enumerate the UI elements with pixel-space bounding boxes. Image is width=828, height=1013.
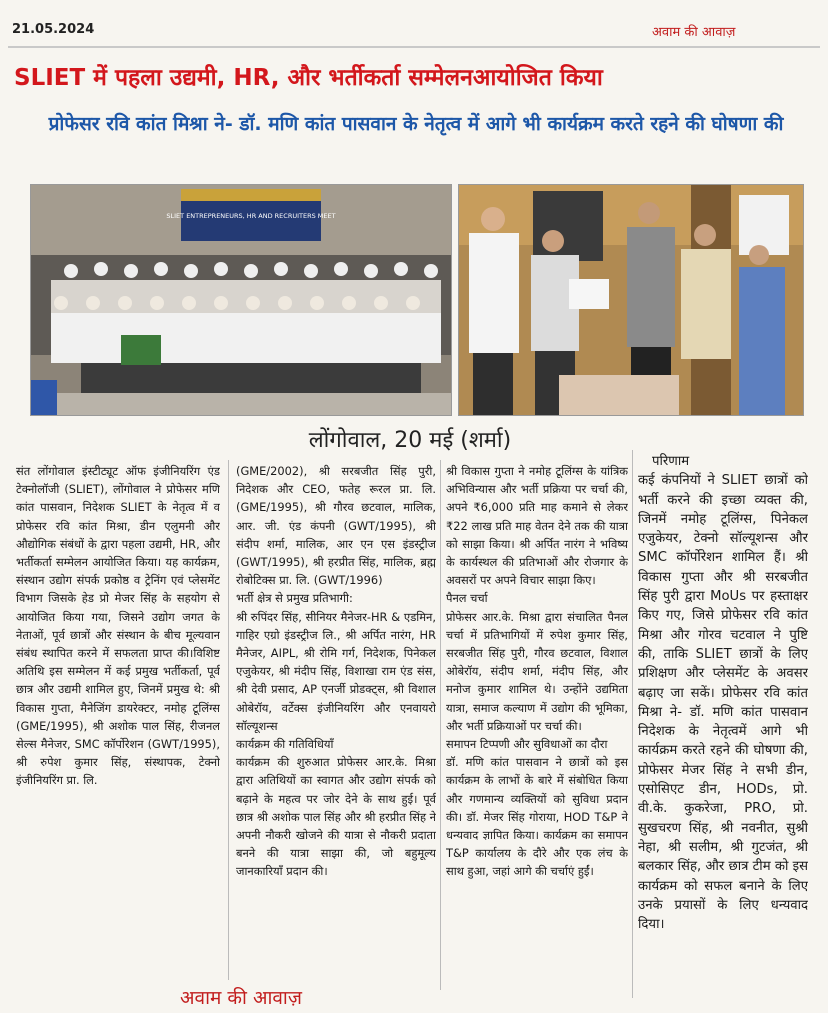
column-1-text: संत लोंगोवाल इंस्टीट्यूट ऑफ इंजीनियरिंग एंड टेक्नोलॉजी (SLIET), लोंगोवाल ने प्रोफेसर मणि कांत पासवान, निदेशक SLIET के नेतृत्व में व प्रोफेसर रवि कांत मिश्रा, डीन एलुमनी और औद्योगिक संबंधों के द्वारा पहला उद्यमी, HR, और भर्तीकर्ता सम्मेलन आयोजित किया। यह कार्यक्रम, संस्थान उद्योग संपर्क प्रकोष्ठ व ट्रेनिंग एवं प्लेसमेंट विभाग जिसके हेड प्रो मेजर सिंह के सहयोग से आयोजित किया गया, जिसने उद्योग जगत के नेताओं, पूर्व छात्रों और संस्थान के बीच मूल्यवान संबंध स्थापित करने में सफलता प्राप्त की।विशिष्ट अतिथि इस सम्मेलन में कई प्रमुख भर्तीकर्ता, पूर्व छात्र और उद्यमी शामिल हुए, जिनमें प्रमुख थे: श्री विकास गुप्ता, मैनेजिंग डायरेक्टर, नमोह टूलिंग्स (GME/1995), श्री अशोक पाल सिंह, रीजनल सेल्स मैनेजर, SMC कॉर्पोरेशन (GWT/1995), श्री रुपेश कुमार सिंह, संस्थापक, टेक्नो इंजीनियरिंग प्रा. लि. [16, 464, 220, 788]
column-3-text-c: डॉ. मणि कांत पासवान ने छात्रों को इस कार्यक्रम के लाभों के बारे में संबोधित किया और गणमान्य व्यक्तियों को सुविधा प्रदान की। डॉ. मेजर सिंह गोराया, HOD T&P ने धन्यवाद ज्ञापित किया। कार्यक्रम का समापन T&P कार्यालय के दौरे और एक लंच के साथ हुआ, जहां आगे की चर्चाएं हुईं। [446, 755, 628, 879]
column-2-text-a: (GME/2002), श्री सरबजीत सिंह पुरी, निदेशक और CEO, फतेह रूरल प्रा. लि. (GME/1995), श्री गौरव छटवाल, मालिक, आर. जी. एंड कंपनी (GWT/1995), श्री संदीप शर्मा, मालिक, आर एन एस इंडस्ट्रीज (GWT/1995), श्री हरप्रीत सिंह, मालिक, ब्रह्म रोबोटिक्स प्रा. लि. (GWT/1996) [236, 464, 436, 588]
group-photo [30, 184, 452, 416]
paper-name-header: अवाम की आवाज़ [652, 25, 736, 40]
article-column-2 [236, 462, 436, 952]
column-divider [632, 450, 633, 998]
column-3-subheading-panel: पैनल चर्चा [446, 591, 488, 606]
mou-photo [458, 184, 804, 416]
group-photo-illustration [31, 185, 451, 415]
column-2-text-b: श्री रुपिंदर सिंह, सीनियर मैनेजर-HR & एडमिन, गाहिर एग्रो इंडस्ट्रीज लि., श्री अर्पित नारंग, HR मैनेजर, AIPL, श्री रोमि गर्ग, निदेशक, पिनेकल एजुकेयर, श्री मंदीप सिंह, विशाखा राम एंड संस, श्री देवी प्रसाद, AP एनर्जी प्रोडक्ट्स, श्री विशाल ओबेरॉय, वर्टेक्स इंजीनियरिंग और एनवायरो सॉल्यूशन्स [236, 609, 436, 733]
column-divider [440, 460, 441, 990]
mou-photo-illustration [459, 185, 803, 415]
issue-date: 21.05.2024 [12, 22, 95, 37]
article-column-4 [638, 452, 808, 1008]
column-3-subheading-closing: समापन टिप्पणी और सुविधाओं का दौरा [446, 737, 608, 752]
column-divider [228, 460, 229, 980]
column-4-subheading-result: परिणाम [652, 454, 690, 469]
dateline: लोंगोवाल, 20 मई (शर्मा) [308, 428, 512, 453]
article-column-1 [16, 462, 220, 982]
column-2-subheading-recruiters: भर्ती क्षेत्र से प्रमुख प्रतिभागी: [236, 591, 353, 606]
column-3-text-a: श्री विकास गुप्ता ने नमोह टूलिंग्स के यांत्रिक अभिविन्यास और भर्ती प्रक्रिया पर चर्चा की, अपने ₹6,000 प्रति माह कमाने से लेकर ₹22 लाख प्रति माह वेतन देने तक की यात्रा को साझा किया। श्री अर्पित नारंग ने भविष्य के कार्यस्थल की प्रतिभाओं और रोजगार के अवसरों पर अपने विचार साझा किए। [446, 464, 628, 588]
paper-name-footer: अवाम की आवाज़ [180, 987, 302, 1009]
column-2-subheading-activities: कार्यक्रम की गतिविधियाँ [236, 737, 334, 752]
column-3-text-b: प्रोफेसर आर.के. मिश्रा द्वारा संचालित पैनल चर्चा में प्रतिभागियों में रुपेश कुमार सिंह, सरबजीत सिंह पुरी, गौरव छटवाल, विशाल ओबेरॉय, संदीप शर्मा, मंदीप सिंह, और मनोज कुमार शामिल थे। उन्होंने उद्यमिता यात्रा, समाज कल्याण में उद्योग की भूमिका, और भर्ती प्रक्रियाओं पर चर्चा की। [446, 609, 628, 733]
article-column-3 [446, 462, 628, 1002]
column-4-text: कई कंपनियों ने SLIET छात्रों को भर्ती करने की इच्छा व्यक्त की, जिनमें नमोह टूलिंग्स, पिनेकल एजुकेयर, टेक्नो सॉल्यूशन्स और SMC कॉर्पोरेशन शामिल हैं। श्री विकास गुप्ता और श्री सरबजीत सिंह पुरी द्वारा MoUs पर हस्ताक्षर किए गए, जिसे प्रोफेसर रवि कांत मिश्रा और गोरव चटवाल ने पुष्टि की, ताकि SLIET छात्रों के लिए प्रशिक्षण और प्लेसमेंट के अवसर बढ़ाए जा सकें। प्रोफेसर रवि कांत मिश्रा ने- डॉ. मणि कांत पासवान निदेशक के नेतृत्वमें आगे भी कार्यक्रम करते रहने की घोषणा की, प्रोफेसर मेजर सिंह ने सभी डीन, एसोसिएट डीन, HODs, प्रो. वी.के. कुकरेजा, PRO, प्रो. सुखचरण सिंह, श्री नवनीत, सुश्री नेहा, श्री सलीम, श्री गुटजंत, श्री बलकार सिंह, और छात्र टीम को इस कार्यक्रम को सफल बनाने के लिए उनके प्रयासों के लिए धन्यवाद दिया। [638, 473, 808, 933]
header-rule [8, 46, 820, 48]
photo-banner-text: SLIET ENTREPRENEURS, HR AND RECRUITERS MEET [166, 212, 336, 220]
headline: SLIET में पहला उद्यमी, HR, और भर्तीकर्ता सम्मेलनआयोजित किया [14, 65, 603, 91]
subheadline: प्रोफेसर रवि कांत मिश्रा ने- डॉ. मणि कांत पासवान के नेतृत्व में आगे भी कार्यक्रम करते रहने की घोषणा की [48, 113, 784, 135]
column-2-text-c: कार्यक्रम की शुरुआत प्रोफेसर आर.के. मिश्रा द्वारा अतिथियों का स्वागत और उद्योग संपर्क को बढ़ाने के महत्व पर जोर देने के साथ हुई। पूर्व छात्र श्री अशोक पाल सिंह और श्री हरप्रीत सिंह ने अपनी नौकरी खोजने की यात्रा से नौकरी प्रदाता बनने की यात्रा साझा की, जो बहुमूल्य जानकारियाँ प्रदान की। [236, 755, 436, 879]
